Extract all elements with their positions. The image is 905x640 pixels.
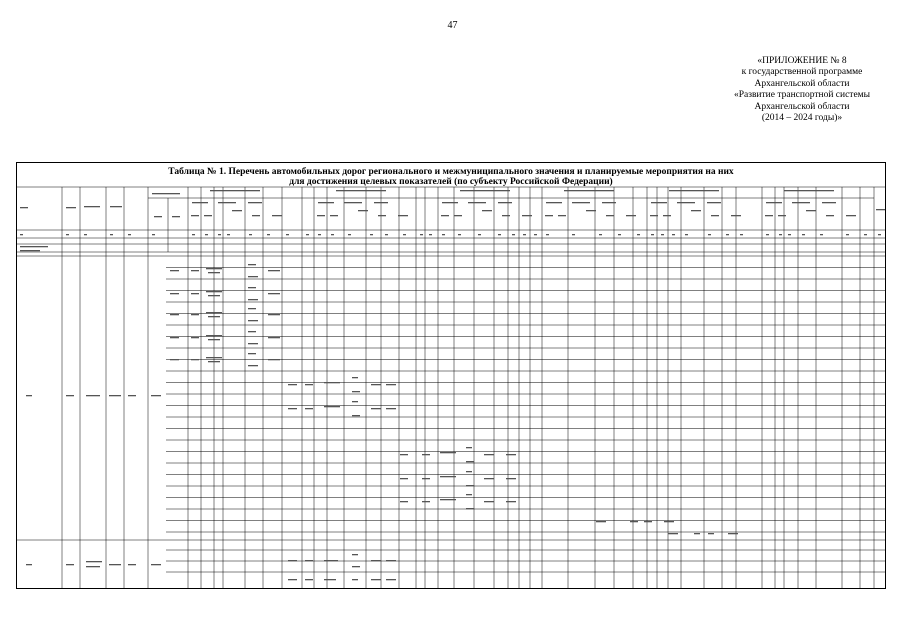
illegible-text-mark xyxy=(506,478,516,479)
illegible-text-mark xyxy=(86,566,100,567)
illegible-text-mark xyxy=(650,215,658,216)
illegible-text-mark xyxy=(151,564,161,565)
illegible-text-mark xyxy=(191,293,199,294)
illegible-text-mark xyxy=(191,337,199,338)
illegible-text-mark xyxy=(370,234,373,235)
illegible-text-mark xyxy=(546,234,549,235)
illegible-text-mark xyxy=(708,234,711,235)
illegible-cell-text xyxy=(20,190,885,580)
illegible-text-mark xyxy=(248,353,256,354)
illegible-text-mark xyxy=(618,234,621,235)
illegible-text-mark xyxy=(20,246,48,247)
illegible-text-mark xyxy=(545,215,553,216)
illegible-text-mark xyxy=(677,202,695,203)
illegible-text-mark xyxy=(20,250,40,251)
illegible-text-mark xyxy=(806,210,816,211)
illegible-text-mark xyxy=(572,202,590,203)
illegible-text-mark xyxy=(26,395,32,396)
illegible-text-mark xyxy=(523,234,526,235)
illegible-text-mark xyxy=(440,499,456,500)
illegible-text-mark xyxy=(599,234,602,235)
illegible-text-mark xyxy=(442,202,458,203)
illegible-text-mark xyxy=(324,382,340,383)
illegible-text-mark xyxy=(66,395,74,396)
illegible-text-mark xyxy=(268,270,280,271)
illegible-text-mark xyxy=(288,408,297,409)
illegible-text-mark xyxy=(484,501,494,502)
illegible-text-mark xyxy=(232,210,242,211)
illegible-text-mark xyxy=(371,579,381,580)
illegible-text-mark xyxy=(482,210,492,211)
illegible-text-mark xyxy=(779,234,782,235)
illegible-text-mark xyxy=(288,579,297,580)
appendix-line: Архангельской области xyxy=(754,101,850,112)
illegible-text-mark xyxy=(708,533,714,534)
illegible-text-mark xyxy=(385,234,388,235)
illegible-text-mark xyxy=(84,206,100,207)
grid-lines xyxy=(16,187,886,589)
illegible-text-mark xyxy=(484,454,494,455)
illegible-text-mark xyxy=(208,295,220,296)
illegible-text-mark xyxy=(602,202,616,203)
illegible-text-mark xyxy=(191,215,199,216)
illegible-text-mark xyxy=(192,202,208,203)
illegible-text-mark xyxy=(378,215,386,216)
illegible-text-mark xyxy=(192,234,195,235)
table-title: Таблица № 1. Перечень автомобильных дорог регионального и межмуниципального значения и планируемые мероприятия на них xyxy=(168,167,734,177)
illegible-text-mark xyxy=(466,461,474,462)
illegible-text-mark xyxy=(784,190,834,191)
illegible-text-mark xyxy=(352,554,358,555)
illegible-text-mark xyxy=(66,207,76,208)
illegible-text-mark xyxy=(820,234,823,235)
illegible-text-mark xyxy=(846,234,849,235)
illegible-text-mark xyxy=(204,215,212,216)
roads-table-grid xyxy=(16,162,886,589)
illegible-text-mark xyxy=(878,234,881,235)
illegible-text-mark xyxy=(248,264,256,265)
illegible-text-mark xyxy=(227,234,230,235)
illegible-text-mark xyxy=(846,215,856,216)
illegible-text-mark xyxy=(170,314,179,315)
illegible-text-mark xyxy=(20,234,23,235)
appendix-line: к государственной программе xyxy=(741,67,863,78)
illegible-text-mark xyxy=(336,190,386,191)
illegible-text-mark xyxy=(208,272,220,273)
illegible-text-mark xyxy=(268,359,280,360)
illegible-text-mark xyxy=(305,384,313,385)
illegible-text-mark xyxy=(596,521,606,522)
illegible-text-mark xyxy=(218,202,236,203)
illegible-text-mark xyxy=(534,234,537,235)
illegible-text-mark xyxy=(358,210,368,211)
illegible-text-mark xyxy=(468,202,486,203)
illegible-text-mark xyxy=(386,560,396,561)
illegible-text-mark xyxy=(218,234,221,235)
illegible-text-mark xyxy=(386,384,396,385)
illegible-text-mark xyxy=(152,193,180,194)
illegible-text-mark xyxy=(466,508,474,509)
illegible-text-mark xyxy=(429,234,432,235)
illegible-text-mark xyxy=(422,478,430,479)
illegible-text-mark xyxy=(371,560,381,561)
illegible-text-mark xyxy=(374,202,388,203)
table-subtitle: для достижения целевых показателей (по субъекту Российской Федерации) xyxy=(289,177,613,187)
roads-table xyxy=(16,162,886,589)
illegible-text-mark xyxy=(128,395,136,396)
illegible-text-mark xyxy=(661,234,664,235)
illegible-text-mark xyxy=(206,357,222,358)
illegible-text-mark xyxy=(26,564,32,565)
illegible-text-mark xyxy=(403,234,406,235)
illegible-text-mark xyxy=(778,215,786,216)
illegible-text-mark xyxy=(248,202,262,203)
illegible-text-mark xyxy=(286,234,289,235)
illegible-text-mark xyxy=(371,384,381,385)
illegible-text-mark xyxy=(672,234,675,235)
illegible-text-mark xyxy=(651,202,667,203)
illegible-text-mark xyxy=(248,331,256,332)
illegible-text-mark xyxy=(330,215,338,216)
illegible-text-mark xyxy=(348,234,351,235)
illegible-text-mark xyxy=(466,447,472,448)
illegible-text-mark xyxy=(352,391,360,392)
illegible-text-mark xyxy=(606,215,614,216)
illegible-text-mark xyxy=(386,579,396,580)
illegible-text-mark xyxy=(248,343,258,344)
illegible-text-mark xyxy=(170,359,179,360)
illegible-text-mark xyxy=(352,377,358,378)
illegible-text-mark xyxy=(205,234,208,235)
illegible-text-mark xyxy=(740,234,743,235)
illegible-text-mark xyxy=(248,299,258,300)
illegible-text-mark xyxy=(109,395,121,396)
illegible-text-mark xyxy=(711,215,719,216)
illegible-text-mark xyxy=(66,564,74,565)
illegible-text-mark xyxy=(726,234,729,235)
illegible-text-mark xyxy=(506,454,516,455)
illegible-text-mark xyxy=(172,216,180,217)
illegible-text-mark xyxy=(422,454,430,455)
illegible-text-mark xyxy=(268,293,280,294)
illegible-text-mark xyxy=(110,234,113,235)
illegible-text-mark xyxy=(506,501,516,502)
illegible-text-mark xyxy=(208,339,220,340)
illegible-text-mark xyxy=(86,561,102,562)
illegible-text-mark xyxy=(572,234,575,235)
illegible-text-mark xyxy=(272,215,282,216)
illegible-text-mark xyxy=(669,190,719,191)
illegible-text-mark xyxy=(206,335,222,336)
illegible-text-mark xyxy=(288,384,297,385)
illegible-text-mark xyxy=(352,401,358,402)
illegible-text-mark xyxy=(876,209,885,210)
illegible-text-mark xyxy=(267,234,270,235)
illegible-text-mark xyxy=(170,337,179,338)
illegible-text-mark xyxy=(728,533,738,534)
illegible-text-mark xyxy=(206,291,222,292)
table-border xyxy=(17,163,886,589)
illegible-text-mark xyxy=(128,564,136,565)
illegible-text-mark xyxy=(586,210,596,211)
appendix-header xyxy=(652,56,905,124)
illegible-text-mark xyxy=(498,234,501,235)
illegible-text-mark xyxy=(512,234,515,235)
illegible-text-mark xyxy=(400,478,408,479)
illegible-text-mark xyxy=(637,234,640,235)
illegible-text-mark xyxy=(324,406,340,407)
illegible-text-mark xyxy=(152,234,155,235)
illegible-text-mark xyxy=(128,234,131,235)
appendix-line: «ПРИЛОЖЕНИЕ № 8 xyxy=(757,56,847,66)
illegible-text-mark xyxy=(788,234,791,235)
illegible-text-mark xyxy=(558,215,566,216)
illegible-text-mark xyxy=(644,521,652,522)
illegible-text-mark xyxy=(826,215,834,216)
appendix-line: Архангельской области xyxy=(754,78,850,89)
illegible-text-mark xyxy=(305,408,313,409)
illegible-text-mark xyxy=(398,215,408,216)
illegible-text-mark xyxy=(522,215,532,216)
illegible-text-mark xyxy=(318,202,334,203)
illegible-text-mark xyxy=(466,471,472,472)
illegible-text-mark xyxy=(20,207,28,208)
illegible-text-mark xyxy=(324,579,336,580)
illegible-text-mark xyxy=(248,276,258,277)
illegible-text-mark xyxy=(248,365,258,366)
illegible-text-mark xyxy=(864,234,867,235)
illegible-text-mark xyxy=(249,234,252,235)
illegible-text-mark xyxy=(110,206,122,207)
illegible-text-mark xyxy=(731,215,741,216)
illegible-text-mark xyxy=(422,501,430,502)
illegible-text-mark xyxy=(268,337,280,338)
illegible-text-mark xyxy=(248,320,258,321)
illegible-text-mark xyxy=(440,452,456,453)
illegible-text-mark xyxy=(191,270,199,271)
illegible-text-mark xyxy=(502,215,510,216)
illegible-text-mark xyxy=(765,215,773,216)
illegible-text-mark xyxy=(84,234,87,235)
illegible-text-mark xyxy=(707,202,721,203)
illegible-text-mark xyxy=(268,314,280,315)
illegible-text-mark xyxy=(352,566,360,567)
illegible-text-mark xyxy=(400,454,408,455)
illegible-text-mark xyxy=(305,579,313,580)
illegible-text-mark xyxy=(466,485,474,486)
illegible-text-mark xyxy=(66,234,69,235)
illegible-text-mark xyxy=(564,190,614,191)
illegible-text-mark xyxy=(248,287,256,288)
illegible-text-mark xyxy=(352,415,360,416)
illegible-text-mark xyxy=(109,564,121,565)
illegible-text-mark xyxy=(766,234,769,235)
illegible-text-mark xyxy=(318,234,321,235)
illegible-text-mark xyxy=(170,270,179,271)
illegible-text-mark xyxy=(248,308,256,309)
illegible-text-mark xyxy=(802,234,805,235)
illegible-text-mark xyxy=(651,234,654,235)
illegible-text-mark xyxy=(151,395,161,396)
appendix-line: «Развитие транспортной системы xyxy=(733,90,871,101)
illegible-text-mark xyxy=(454,215,462,216)
illegible-text-mark xyxy=(305,560,313,561)
illegible-text-mark xyxy=(208,316,220,317)
illegible-text-mark xyxy=(86,395,100,396)
illegible-text-mark xyxy=(668,533,678,534)
illegible-text-mark xyxy=(460,190,510,191)
illegible-text-mark xyxy=(458,234,461,235)
illegible-text-mark xyxy=(386,408,396,409)
illegible-text-mark xyxy=(206,268,222,269)
illegible-text-mark xyxy=(252,215,260,216)
illegible-text-mark xyxy=(206,312,222,313)
illegible-text-mark xyxy=(442,234,445,235)
illegible-text-mark xyxy=(484,478,494,479)
illegible-text-mark xyxy=(306,234,309,235)
illegible-text-mark xyxy=(191,314,199,315)
illegible-text-mark xyxy=(344,202,362,203)
appendix-line: (2014 – 2024 годы)» xyxy=(761,113,843,124)
illegible-text-mark xyxy=(694,533,700,534)
illegible-text-mark xyxy=(792,202,810,203)
illegible-text-mark xyxy=(371,408,381,409)
illegible-text-mark xyxy=(208,361,220,362)
illegible-text-mark xyxy=(766,202,782,203)
illegible-text-mark xyxy=(324,560,338,561)
illegible-text-mark xyxy=(691,210,701,211)
illegible-text-mark xyxy=(478,234,481,235)
illegible-text-mark xyxy=(440,476,456,477)
illegible-text-mark xyxy=(331,234,334,235)
illegible-text-mark xyxy=(466,494,472,495)
illegible-text-mark xyxy=(400,501,408,502)
illegible-text-mark xyxy=(420,234,423,235)
illegible-text-mark xyxy=(288,560,297,561)
illegible-text-mark xyxy=(317,215,325,216)
illegible-text-mark xyxy=(664,521,674,522)
illegible-text-mark xyxy=(441,215,449,216)
illegible-text-mark xyxy=(210,190,260,191)
illegible-text-mark xyxy=(154,216,162,217)
illegible-text-mark xyxy=(170,293,179,294)
illegible-text-mark xyxy=(352,579,358,580)
illegible-text-mark xyxy=(822,202,836,203)
illegible-text-mark xyxy=(626,215,636,216)
illegible-text-mark xyxy=(663,215,671,216)
illegible-text-mark xyxy=(191,359,199,360)
illegible-text-mark xyxy=(498,202,512,203)
illegible-text-mark xyxy=(546,202,562,203)
illegible-text-mark xyxy=(630,521,638,522)
illegible-text-mark xyxy=(685,234,688,235)
page-number: 47 xyxy=(447,20,458,31)
